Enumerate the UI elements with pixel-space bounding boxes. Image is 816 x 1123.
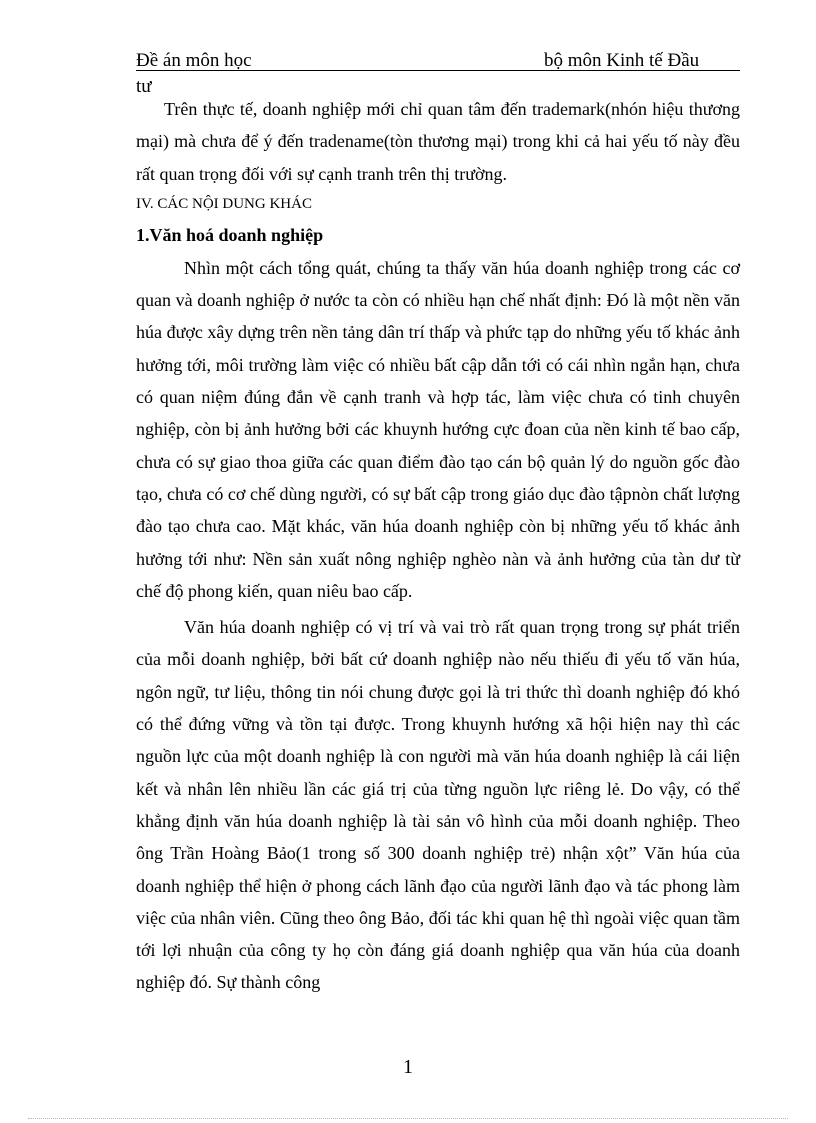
header-underline: [136, 70, 740, 71]
page-break-rule: [28, 1118, 788, 1119]
subheading: 1.Văn hoá doanh nghiệp: [136, 224, 324, 245]
header-department: bộ môn Kinh tế Đầu: [544, 50, 700, 71]
section-heading: IV. CÁC NỘI DUNG KHÁC: [136, 195, 312, 212]
intro-paragraph: Trên thực tế, doanh nghiệp mới chỉ quan tâm đến trademark(nhón hiệu thương mại) mà chưa để ý đến tradename(tòn thương mại) trong khi cả hai yếu tố này đều rất quan trọng đối với sự cạnh tranh trên thị trường.: [136, 99, 740, 184]
document-body: [136, 93, 740, 999]
page-number: 1: [403, 1056, 413, 1078]
paragraph-1: Nhìn một cách tổng quát, chúng ta thấy văn húa doanh nghiệp trong các cơ quan và doanh nghiệp ở nước ta còn có nhiều hạn chế nhất định: Đó là một nền văn húa được xây dựng trên nền tảng dân trí thấp và phức tạp do những yếu tố khác ảnh hưởng tới, môi trường làm việc có nhiều bất cập dẫn tới có cái nhìn ngắn hạn, chưa có quan niệm đúng đắn về cạnh tranh và hợp tác, làm việc chưa có tinh chuyên nghiệp, còn bị ảnh hưởng bởi các khuynh hướng cực đoan của nền kinh tế bao cấp, chưa có sự giao thoa giữa các quan điểm đào tạo cán bộ quản lý do nguồn gốc đào tạo, chưa có cơ chế dùng người, có sự bất cập trong giáo dục đào tậpnòn chất lượng đào tạo chưa cao. Mặt khác, văn húa doanh nghiệp còn bị những yếu tố khác ảnh hưởng tới như: Nền sản xuất nông nghiệp nghèo nàn và ảnh hưởng của tàn dư từ chế độ phong kiến, quan niêu bao cấp.: [136, 257, 740, 601]
header-course-title: Đề án môn học: [136, 50, 252, 71]
paragraph-2: Văn húa doanh nghiệp có vị trí và vai trò rất quan trọng trong sự phát triển của mỗi doanh nghiệp, bởi bất cứ doanh nghiệp nào nếu thiếu đi yếu tố văn húa, ngôn ngữ, tư liệu, thông tin nói chung được gọi là tri thức thì doanh nghiệp đó khó có thể đứng vững và tồn tại được. Trong khuynh hướng xã hội hiện nay thì các nguồn lực của một doanh nghiệp là con người mà văn húa doanh nghiệp là cái liện kết và nhân lên nhiều lần các giá trị của từng nguồn lực riêng lẻ. Do vậy, có thể khẳng định văn húa doanh nghiệp là tài sản vô hình của mỗi doanh nghiệp. Theo ông Trần Hoàng Bảo(1 trong số 300 doanh nghiệp trẻ) nhận xột” Văn húa của doanh nghiệp thể hiện ở phong cách lãnh đạo của người lãnh đạo và tác phong làm việc của nhân viên. Cũng theo ông Bảo, đối tác khi quan hệ thì ngoài việc quan tầm tới lợi nhuận của công ty họ còn đáng giá doanh nghiệp qua văn húa của doanh nghiệp đó. Sự thành công: [136, 617, 740, 993]
header-department-wrap: tư: [136, 76, 152, 97]
page-header: [136, 50, 740, 72]
